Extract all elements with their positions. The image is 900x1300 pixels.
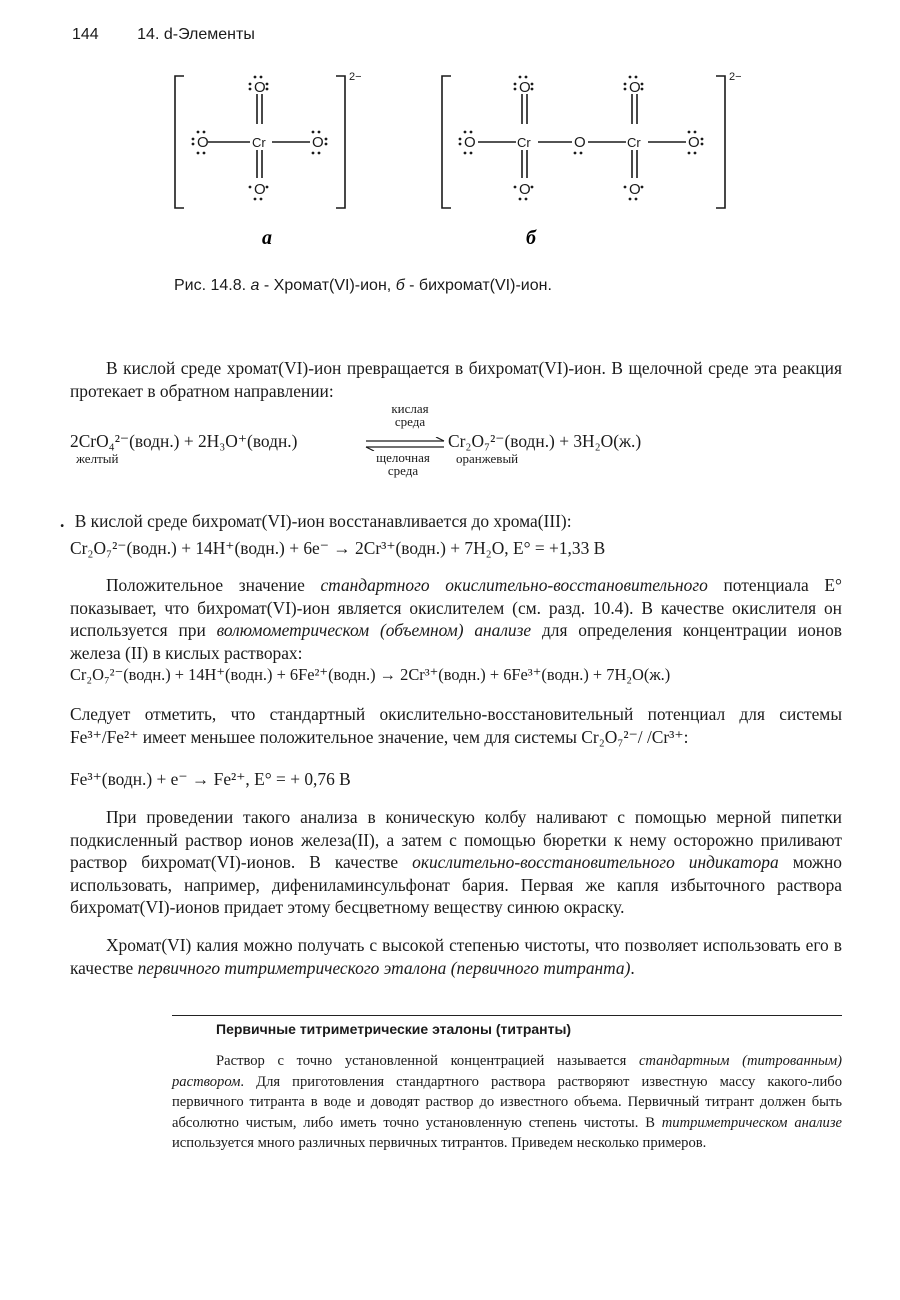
atom-o-right-b: O bbox=[688, 134, 700, 151]
panel-label-b: б bbox=[526, 227, 536, 249]
atom-o-bottom2-b: O bbox=[629, 181, 641, 198]
atom-o-bottom1-b: O bbox=[519, 181, 531, 198]
arrow-label-above: кислая среда bbox=[391, 401, 429, 429]
atom-o-left-a: O bbox=[197, 134, 209, 151]
bracket-left-a bbox=[175, 76, 184, 208]
atom-cr1-b: Cr bbox=[517, 135, 531, 150]
section-divider bbox=[172, 1015, 842, 1016]
atom-o-bridge-b: O bbox=[574, 134, 586, 151]
atom-o-top1-b: O bbox=[519, 79, 531, 96]
label-yellow: желтый bbox=[76, 451, 119, 466]
paragraph-4: Следует отметить, что стандартный окислительно-восстановительный потенциал для системы Fe³⁺/Fe²⁺ имеет меньшее положительное значение, чем для системы Cr₂O₇²⁻/ /Cr³⁺: bbox=[70, 704, 842, 747]
equation-3: Cr₂O₇²⁻(водн.) + 14H⁺(водн.) + 6Fe²⁺(водн.) → 2Cr³⁺(водн.) + 6Fe³⁺(водн.) + 7H₂O(ж.) bbox=[70, 665, 671, 684]
atom-o-left-b: O bbox=[464, 134, 476, 151]
equilibrium-right: Cr₂O₇²⁻(водн.) + 3H₂O(ж.) bbox=[448, 431, 642, 451]
panel-label-a: a bbox=[262, 227, 272, 249]
box-title: Первичные титриметрические эталоны (титранты) bbox=[216, 1021, 572, 1037]
label-orange: оранжевый bbox=[456, 451, 519, 466]
bracket-right-b bbox=[716, 76, 725, 208]
atom-o-top2-b: O bbox=[629, 79, 641, 96]
atom-o-right-a: O bbox=[312, 134, 324, 151]
paragraph-1: В кислой среде хромат(VI)-ион превращается в бихромат(VI)-ион. В щелочной среде эта реакция протекает в обратном направлении: bbox=[70, 358, 842, 401]
box-body: Раствор с точно установленной концентрацией называется стандартным (титрованным) раствором. Для приготовления стандартного раствора растворяют известную массу какого-либо первичного титранта в воде и доводят раствор до известного объема. Первичный титрант должен быть абсолютно чистым, либо иметь точно установленную степень чистоты. В титриметрическом анализе используется много различных первичных титрантов. Приведем несколько примеров. bbox=[172, 1053, 842, 1152]
running-header bbox=[72, 26, 255, 44]
equilibrium-equation bbox=[70, 401, 850, 481]
atom-o-bottom-a: O bbox=[254, 181, 266, 198]
equation-2: Cr₂O₇²⁻(водн.) + 14H⁺(водн.) + 6e⁻ → 2Cr³⁺(водн.) + 7H₂O, E° = +1,33 В bbox=[70, 538, 606, 558]
chapter-title: 14. d-Элементы bbox=[137, 26, 255, 43]
paragraph-3: Положительное значение стандартного окислительно-восстановительного потенциала E° показывает, что бихромат(VI)-ион является окислителем (см. разд. 10.4). В качестве окислителя он используется при волюмометрическом (объемном) анализе для определения концентрации ионов железа (II) в кислых растворах: bbox=[70, 575, 842, 663]
figure-caption: Рис. 14.8. а - Хромат(VI)-ион, б - бихромат(VI)-ион. bbox=[174, 277, 552, 294]
figure-14-8 bbox=[160, 60, 760, 260]
page-number: 144 bbox=[72, 26, 99, 43]
paragraph-2: . В кислой среде бихромат(VI)-ион восстанавливается до хрома(III): bbox=[60, 511, 572, 531]
equilibrium-arrows bbox=[364, 437, 448, 451]
charge-a: 2− bbox=[349, 71, 362, 83]
paragraph-6: Хромат(VI) калия можно получать с высокой степенью чистоты, что позволяет использовать его в качестве первичного титриметрического эталона (первичного титранта). bbox=[70, 935, 842, 978]
atom-cr-a: Cr bbox=[252, 135, 266, 150]
atom-o-top-a: O bbox=[254, 79, 266, 96]
bracket-right-a bbox=[336, 76, 345, 208]
paragraph-5: При проведении такого анализа в коническую колбу наливают с помощью мерной пипетки подкисленный раствор ионов железа(II), а затем с помощью бюретки к нему осторожно приливают раствор бихромат(VI)-ионов. В качестве окислительно-восстановительного индикатора можно использовать, например, дифениламинсульфонат бария. Первая же капля избыточного раствора бихромат(VI)-ионов придает этому бесцветному веществу синюю окраску. bbox=[70, 807, 842, 918]
equation-4: Fe³⁺(водн.) + e⁻ → Fe²⁺, E° = + 0,76 В bbox=[70, 769, 351, 789]
equilibrium-left: 2CrO₄²⁻(водн.) + 2H₃O⁺(водн.) bbox=[70, 431, 298, 451]
arrow-label-below: щелочная среда bbox=[376, 450, 430, 478]
charge-b: 2− bbox=[729, 71, 742, 83]
bracket-left-b bbox=[442, 76, 451, 208]
atom-cr2-b: Cr bbox=[627, 135, 641, 150]
